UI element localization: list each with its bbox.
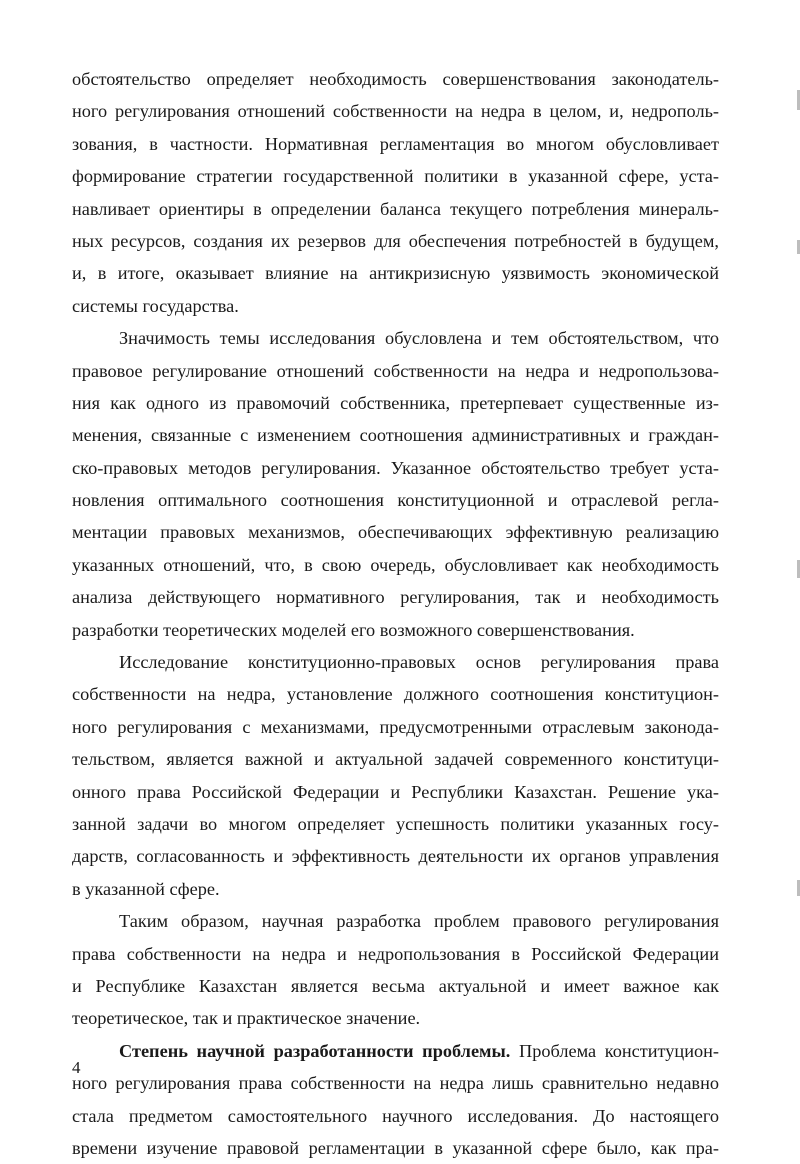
page-number: 4 xyxy=(72,1058,81,1077)
text-line: ного регулирования отношений собственности на недра в целом, и, недрополь- xyxy=(72,101,719,122)
text-line: Таким образом, научная разработка проблем правового регулирования xyxy=(119,911,719,932)
text-line: теоретическое, так и практическое значение. xyxy=(72,1008,421,1029)
paragraph-1 xyxy=(72,63,719,322)
text-line: и, в итоге, оказывает влияние на антикризисную уязвимость экономической xyxy=(72,263,719,284)
text-line: тельством, является важной и актуальной задачей современного конституци- xyxy=(72,749,719,770)
text-fragment: Проблема конституцион- xyxy=(510,1040,719,1061)
text-line: зования, в частности. Нормативная регламентация во многом обусловливает xyxy=(72,133,719,154)
text-line: новления оптимального соотношения конституционной и отраслевой регла- xyxy=(72,490,719,511)
text-line: обстоятельство определяет необходимость совершенствования законодатель- xyxy=(72,69,719,89)
text-line: времени изучение правовой регламентации в указанной сфере было, как пра- xyxy=(72,1137,719,1158)
text-line: собственности на недра, установление должного соотношения конституцион- xyxy=(72,684,719,705)
text-line: и Республике Казахстан является весьма актуальной и имеет важное как xyxy=(72,975,719,996)
text-line: ния как одного из правомочий собственника, претерпевает существенные из- xyxy=(72,392,719,413)
text-line: навливает ориентиры в определении баланса текущего потребления минераль- xyxy=(72,198,719,219)
text-line: дарств, согласованность и эффективность деятельности их органов управления xyxy=(72,846,719,867)
text-line: права собственности на недра и недропользования в Российской Федерации xyxy=(72,943,719,964)
document-body xyxy=(72,63,719,1164)
text-line: системы государства. xyxy=(72,295,239,316)
text-line: ных ресурсов, создания их резервов для обеспечения потребностей в будущем, xyxy=(72,230,719,251)
text-line: ного регулирования с механизмами, предусмотренными отраслевым законода- xyxy=(72,716,719,737)
text-line: онного права Российской Федерации и Республики Казахстан. Решение ука- xyxy=(72,781,719,802)
text-line: Исследование конституционно-правовых основ регулирования права xyxy=(119,652,719,673)
paragraph-3 xyxy=(72,646,719,905)
text-line: формирование стратегии государственной политики в указанной сфере, уста- xyxy=(72,166,719,187)
text-line: ментации правовых механизмов, обеспечивающих эффективную реализацию xyxy=(72,522,719,543)
text-line: ско-правовых методов регулирования. Указанное обстоятельство требует уста- xyxy=(72,457,719,478)
paragraph-5 xyxy=(72,1035,719,1164)
text-line: анализа действующего нормативного регулирования, так и необходимость xyxy=(72,587,719,608)
text-line: разработки теоретических моделей его возможного совершенствования. xyxy=(72,619,635,640)
section-heading-inline: Степень научной разработанности проблемы. xyxy=(119,1040,511,1061)
text-line: менения, связанные с изменением соотношения административных и граждан- xyxy=(72,425,719,446)
paragraph-2 xyxy=(72,322,719,646)
text-line: ного регулирования права собственности на недра лишь сравнительно недавно xyxy=(72,1073,719,1094)
text-line: в указанной сфере. xyxy=(72,878,220,899)
text-line: правовое регулирование отношений собственности на недра и недропользова- xyxy=(72,360,719,381)
text-line xyxy=(72,1035,719,1067)
paragraph-4 xyxy=(72,905,719,1035)
text-line: занной задачи во многом определяет успешность политики указанных госу- xyxy=(72,813,719,834)
text-line: указанных отношений, что, в свою очередь, обусловливает как необходимость xyxy=(72,554,719,575)
text-line: Значимость темы исследования обусловлена и тем обстоятельством, что xyxy=(119,328,719,349)
text-line: стала предметом самостоятельного научного исследования. До настоящего xyxy=(72,1105,719,1126)
